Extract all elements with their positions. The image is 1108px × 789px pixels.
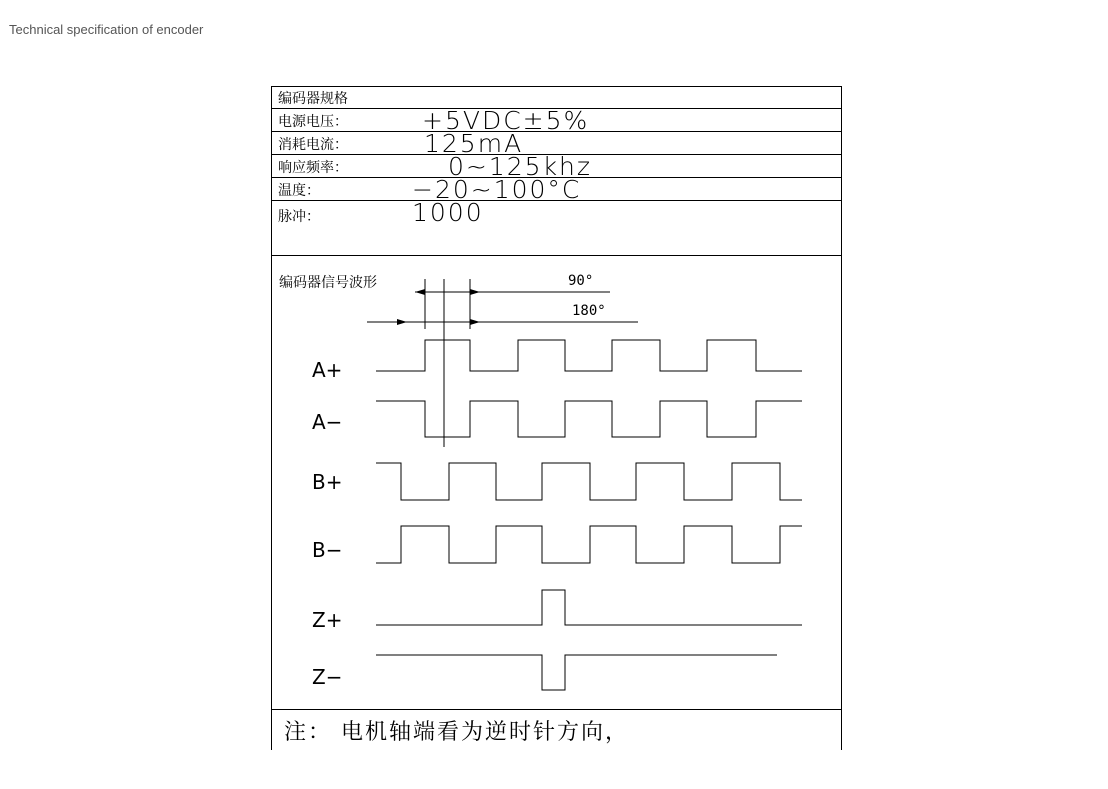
angle-label-180: 180° (572, 303, 606, 319)
signal-label-b-plus: B+ (312, 470, 343, 494)
signal-label-b-minus: B− (312, 538, 343, 562)
spec-label: 脉冲： (278, 209, 320, 225)
signal-label-a-minus: A− (312, 410, 343, 434)
waveform-title: 编码器信号波形 (279, 275, 377, 291)
angle-label-90: 90° (568, 273, 594, 289)
spec-label: 消耗电流： (278, 137, 348, 153)
spec-label: 电源电压： (278, 114, 348, 130)
spec-label: 响应频率： (278, 160, 348, 176)
signal-label-z-minus: Z− (312, 665, 343, 689)
encoder-spec-sheet (271, 86, 842, 750)
spec-title: 编码器规格 (278, 91, 348, 107)
spec-label: 温度： (278, 183, 320, 199)
waveform-diagram (272, 87, 843, 751)
spec-value: 0~125khz (448, 152, 593, 181)
page-caption: Technical specification of encoder (9, 22, 204, 37)
spec-value: 125mA (424, 129, 524, 158)
signal-label-a-plus: A+ (312, 358, 343, 382)
spec-value: +5VDC±5% (422, 106, 590, 135)
spec-value: −20~100°C (412, 175, 582, 204)
signal-label-z-plus: Z+ (312, 608, 343, 632)
spec-value: 1000 (412, 198, 484, 227)
direction-note: 注： 电机轴端看为逆时针方向， (284, 720, 629, 745)
